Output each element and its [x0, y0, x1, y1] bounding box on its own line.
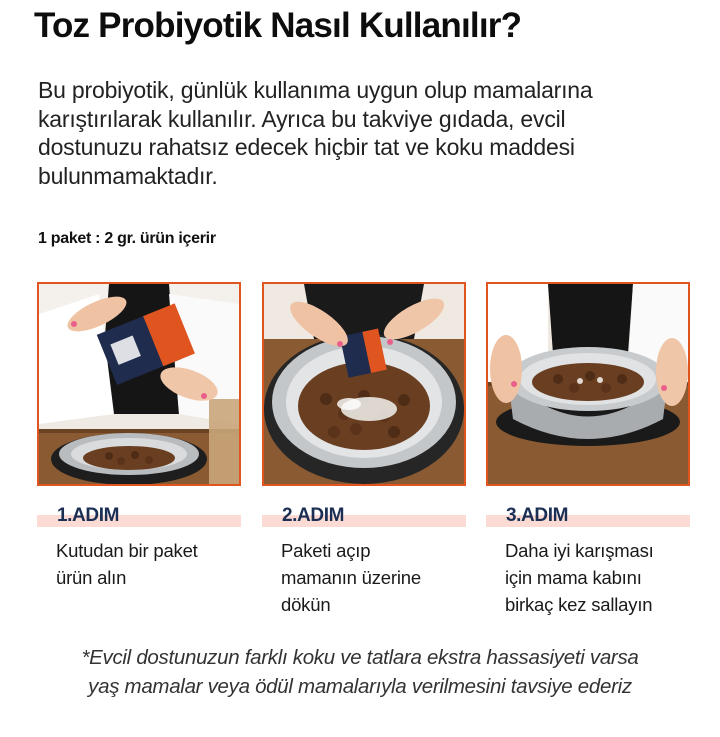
step-1-photo — [37, 282, 241, 486]
step-2-desc-line: mamanın üzerine — [281, 567, 421, 588]
intro-line: bulunmamaktadır. — [38, 162, 218, 189]
intro-line: dostunuzu rahatsız edecek hiçbir tat ve koku maddesi — [38, 134, 575, 160]
step-3-photo — [486, 282, 690, 486]
step-2-description — [281, 537, 471, 618]
intro-line: Bu probiyotik, günlük kullanıma uygun olup mamalarına — [38, 77, 593, 103]
step-3-desc-line: Daha iyi karışması — [505, 540, 654, 561]
step-3-desc-line: için mama kabını — [505, 567, 642, 588]
footnote-line: yaş mamalar veya ödül mamalarıyla verilmesini tavsiye ederiz — [88, 675, 632, 698]
step-2-desc-line: dökün — [281, 594, 331, 615]
step-3-desc-line: birkaç kez sallayın — [505, 594, 653, 615]
step-2-desc-line: Paketi açıp — [281, 540, 371, 561]
step-1-desc-line: Kutudan bir paket — [56, 540, 198, 561]
step-1-description — [56, 537, 246, 591]
step-1-desc-line: ürün alın — [56, 567, 127, 588]
intro-line: karıştırılarak kullanılır. Ayrıca bu takviye gıdada, evcil — [38, 105, 566, 132]
step-2-illustration — [264, 284, 464, 484]
page-title: Toz Probiyotik Nasıl Kullanılır? — [34, 6, 522, 45]
step-1-label: 1.ADIM — [57, 505, 119, 526]
footnote — [0, 643, 720, 701]
step-2-photo — [262, 282, 466, 486]
step-3-label: 3.ADIM — [506, 505, 568, 526]
step-2-label: 2.ADIM — [282, 505, 344, 526]
step-1-illustration — [39, 284, 239, 484]
intro-paragraph — [38, 76, 698, 190]
step-3-illustration — [488, 284, 688, 484]
step-3-description — [505, 537, 695, 618]
footnote-line: *Evcil dostunuzun farklı koku ve tatlara ekstra hassasiyeti varsa — [81, 646, 639, 669]
pack-info: 1 paket : 2 gr. ürün içerir — [38, 230, 216, 247]
